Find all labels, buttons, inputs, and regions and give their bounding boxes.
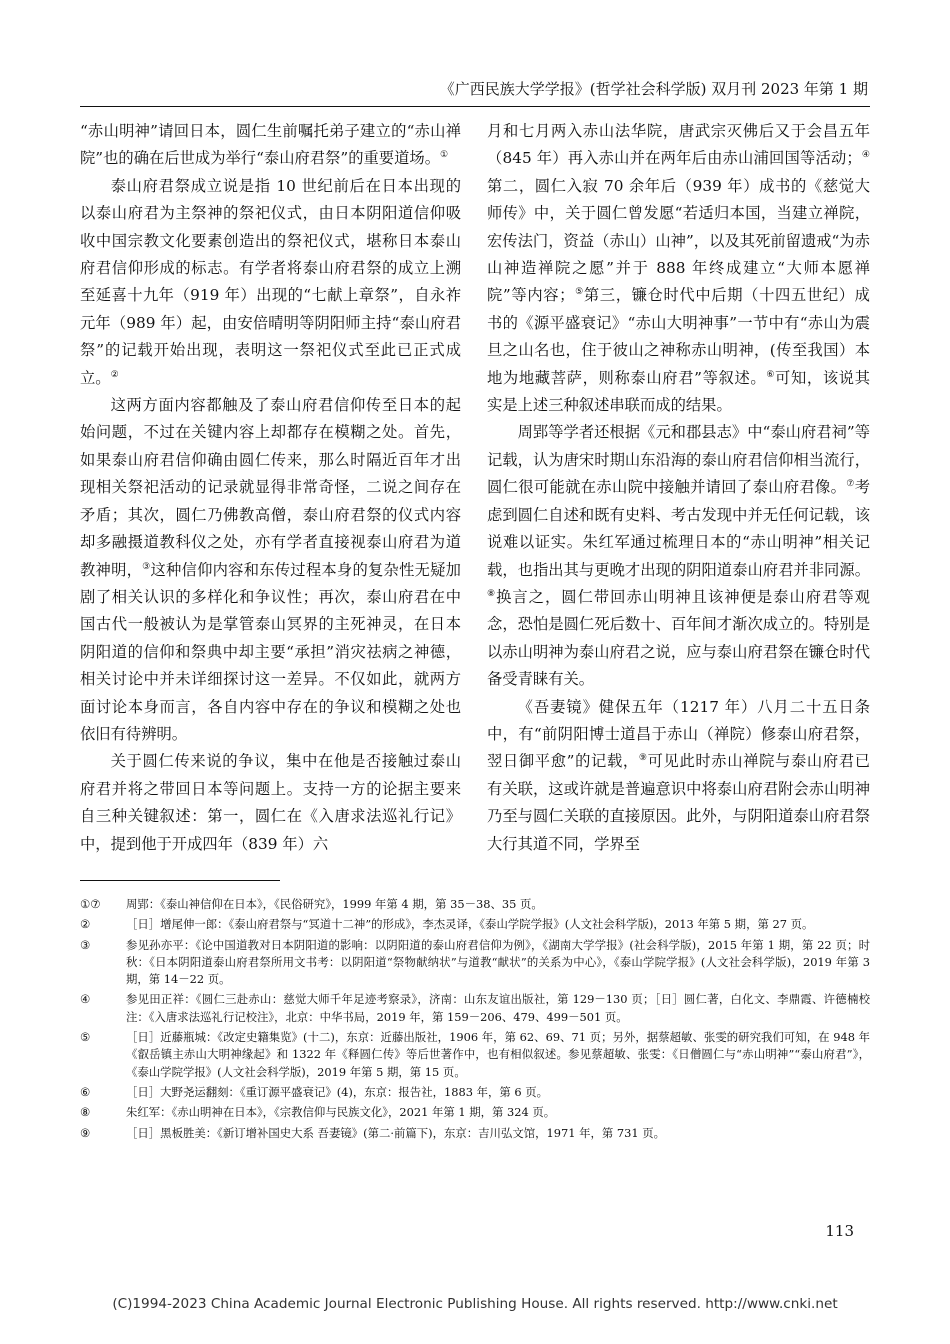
footnote: [80, 1104, 870, 1121]
page-number: 113: [825, 1222, 854, 1240]
footnote: [80, 991, 870, 1026]
journal-header: 《广西民族大学学报》(哲学社会科学版) 双月刊 2023 年第 1 期: [439, 80, 868, 98]
paragraph: 《吾妻镜》健保五年（1217 年）八月二十五日条中，有“前阴阳博士道昌于赤山（禅院）修泰山府君祭，翌日御平愈”的记载，⑨可见此时赤山禅院与泰山府君已有关联，这或许就是普遍意识中将泰山府君附会赤山明神乃至与圆仁关联的直接原因。此外，与阴阳道泰山府君祭大行其道不同，学界至: [487, 697, 870, 853]
paragraph: 月和七月两入赤山法华院，唐武宗灭佛后又于会昌五年（845 年）再入赤山并在两年后由赤山浦回国等活动；④第二，圆仁入寂 70 余年后（939 年）成书的《慈觉大师传》中，关于圆仁曾发愿“若适归本国，当建立禅院，宏传法门，资益（赤山）山神”，以及其死前留遗戒“为赤山神造禅院之愿”并于 888 年终成建立“大师本愿禅院”等内容；⑤第三，镰仓时代中后期（十四五世纪）成书的《源平盛衰记》“赤山大明神事”一节中有“赤山为震旦之山名也，住于彼山之神称赤山明神，(传至我国）本地为地藏菩萨，则称泰山府君”等叙述。⑥可知，该说其实是上述三种叙述串联而成的结果。: [487, 122, 870, 415]
footnote-ref[interactable]: ⑦: [846, 479, 855, 490]
paragraph: 泰山府君祭成立说是指 10 世纪前后在日本出现的以泰山府君为主祭神的祭祀仪式，由日本阴阳道信仰吸收中国宗教文化要素创造出的祭祀仪式，堪称日本泰山府君信仰形成的标志。有学者将泰山府君祭的成立上溯至延喜十九年（919 年）出现的“七献上章祭”，自永祚元年（989 年）起，由安倍晴明等阴阳师主持“泰山府君祭”的记载开始出现，表明这一祭祀仪式至此已正式成立。②: [80, 176, 461, 387]
footnote-mark: ②: [80, 917, 91, 932]
footnote-text: 周郢：《泰山神信仰在日本》，《民俗研究》，1999 年第 4 期，第 35－38、35 页。: [126, 897, 543, 911]
footnote-mark: ⑤: [80, 1030, 91, 1045]
footnote-text: 参见田正祥：《圆仁三赴赤山：慈觉大师千年足迹考察录》，济南：山东友谊出版社，第 129－130 页；［日］圆仁著，白化文、李鼎霞、许德楠校注：《入唐求法巡礼行记校注》，北京：中华书局，2019 年，第 159－206、479、499－501 页。: [126, 992, 870, 1024]
footnote: [80, 896, 870, 913]
footnote-ref[interactable]: ③: [142, 561, 151, 572]
header-rule: [80, 106, 870, 107]
footnote-ref[interactable]: ⑨: [638, 753, 648, 764]
footnote: [80, 1125, 870, 1142]
footnote-ref[interactable]: ⑥: [766, 369, 776, 380]
footnote-ref[interactable]: ⑤: [574, 287, 584, 298]
footnote-text: 参见孙亦平：《论中国道教对日本阴阳道的影响：以阴阳道的泰山府君信仰为例》，《湖南大学学报》(社会科学版)，2015 年第 1 期，第 22 页；时秋：《日本阴阳道泰山府君祭所用文书考：以阴阳道“祭物献纳状”与道教“献状”的关系为中心》，《泰山学院学报》(人文社会科学版)，2019 年第 3 期，第 14－22 页。: [126, 937, 870, 987]
footnote-mark: ⑨: [80, 1125, 91, 1140]
footnote-text: ［日］大野尧运翻刻：《重订源平盛衰记》(4)，东京：报告社，1883 年，第 6 页。: [126, 1084, 549, 1099]
footnote-text: 朱红军：《赤山明神在日本》，《宗教信仰与民族文化》，2021 年第 1 期，第 324 页。: [126, 1105, 556, 1120]
footnote: [80, 1029, 870, 1081]
paragraph: 关于圆仁传来说的争议，集中在他是否接触过泰山府君并将之带回日本等问题上。支持一方的论据主要来自三种关键叙述：第一，圆仁在《入唐求法巡礼行记》中，提到他于开成四年（839 年）六: [80, 752, 461, 853]
footnote-ref[interactable]: ④: [861, 150, 870, 161]
right-column: [487, 118, 870, 858]
footnote: [80, 937, 870, 989]
footnote-text: ［日］黑板胜美：《新订增补国史大系 吾妻镜》(第二·前篇下)，东京：吉川弘文馆，1971 年，第 731 页。: [126, 1125, 666, 1140]
footnote-mark: ④: [80, 992, 91, 1007]
paragraph: “赤山明神”请回日本，圆仁生前嘱托弟子建立的“赤山禅院”也的确在后世成为举行“泰山府君祭”的重要道场。①: [80, 122, 461, 168]
footnote-ref[interactable]: ①: [440, 150, 449, 161]
copyright-notice: (C)1994-2023 China Academic Journal Electronic Publishing House. All rights reserved. http://www.cnki.net: [112, 1296, 838, 1312]
footnote-mark: ⑥: [80, 1084, 91, 1099]
paragraph: 周郢等学者还根据《元和郡县志》中“泰山府君祠”等记载，认为唐宋时期山东沿海的泰山府君信仰相当流行，圆仁很可能就在赤山院中接触并请回了泰山府君像。⑦考虑到圆仁自述和既有史料、考古发现中并无任何记载，该说难以证实。朱红军通过梳理日本的“赤山明神”相关记载，也指出其与更晚才出现的阴阳道泰山府君并非同源。⑧换言之，圆仁带回赤山明神且该神便是泰山府君等观念，恐怕是圆仁死后数十、百年间才渐次成立的。特别是以赤山明神为泰山府君之说，应与泰山府君祭在镰仓时代备受青睐有关。: [487, 423, 870, 689]
footnote-ref[interactable]: ⑧: [487, 588, 497, 599]
footnote-mark: ③: [80, 937, 91, 952]
paragraph: 这两方面内容都触及了泰山府君信仰传至日本的起始问题，不过在关键内容上却都存在模糊之处。首先，如果泰山府君信仰确由圆仁传来，那么时隔近百年才出现相关祭祀活动的记录就显得非常奇怪，二说之间存在矛盾；其次，圆仁乃佛教高僧，泰山府君祭的仪式内容却多融摄道教科仪之处，亦有学者直接视泰山府君为道教神明，③这种信仰内容和东传过程本身的复杂性无疑加剧了相关认识的多样化和争议性；再次，泰山府君在中国古代一般被认为是掌管泰山冥界的主死神灵，在日本阴阳道的信仰和祭典中却主要“承担”消灾祛病之神德，相关讨论中并未详细探讨这一差异。不仅如此，就两方面讨论本身而言，各自内容中存在的争议和模糊之处也依旧有待辨明。: [80, 396, 461, 743]
footnote-mark: ①⑦: [80, 897, 101, 911]
left-column: [80, 118, 461, 858]
footnote-rule: [80, 880, 280, 881]
footnote-ref[interactable]: ②: [110, 369, 119, 380]
footnote-text: ［日］增尾伸一郎：《泰山府君祭与“冥道十二神”的形成》，李杰灵译，《泰山学院学报》(人文社会科学版)，2013 年第 5 期，第 27 页。: [126, 917, 814, 932]
footnotes: [80, 896, 870, 1145]
footnote: [80, 916, 870, 933]
footnote-text: ［日］近藤瓶城：《改定史籍集览》(十二)，东京：近藤出版社，1906 年，第 62、69、71 页；另外，据蔡超敏、张雯的研究我们可知，在 948 年《叡岳镇主赤山大明神缘起》和 1322 年《释圆仁传》等后世著作中，也有相似叙述。参见蔡超敏、张雯：《日僧圆仁与“赤山明神”“泰山府君”》，《泰山学院学报》(人文社会科学版)，2019 年第 5 期，第 15 页。: [126, 1030, 870, 1079]
footnote: [80, 1084, 870, 1101]
footnote-mark: ⑧: [80, 1105, 91, 1120]
